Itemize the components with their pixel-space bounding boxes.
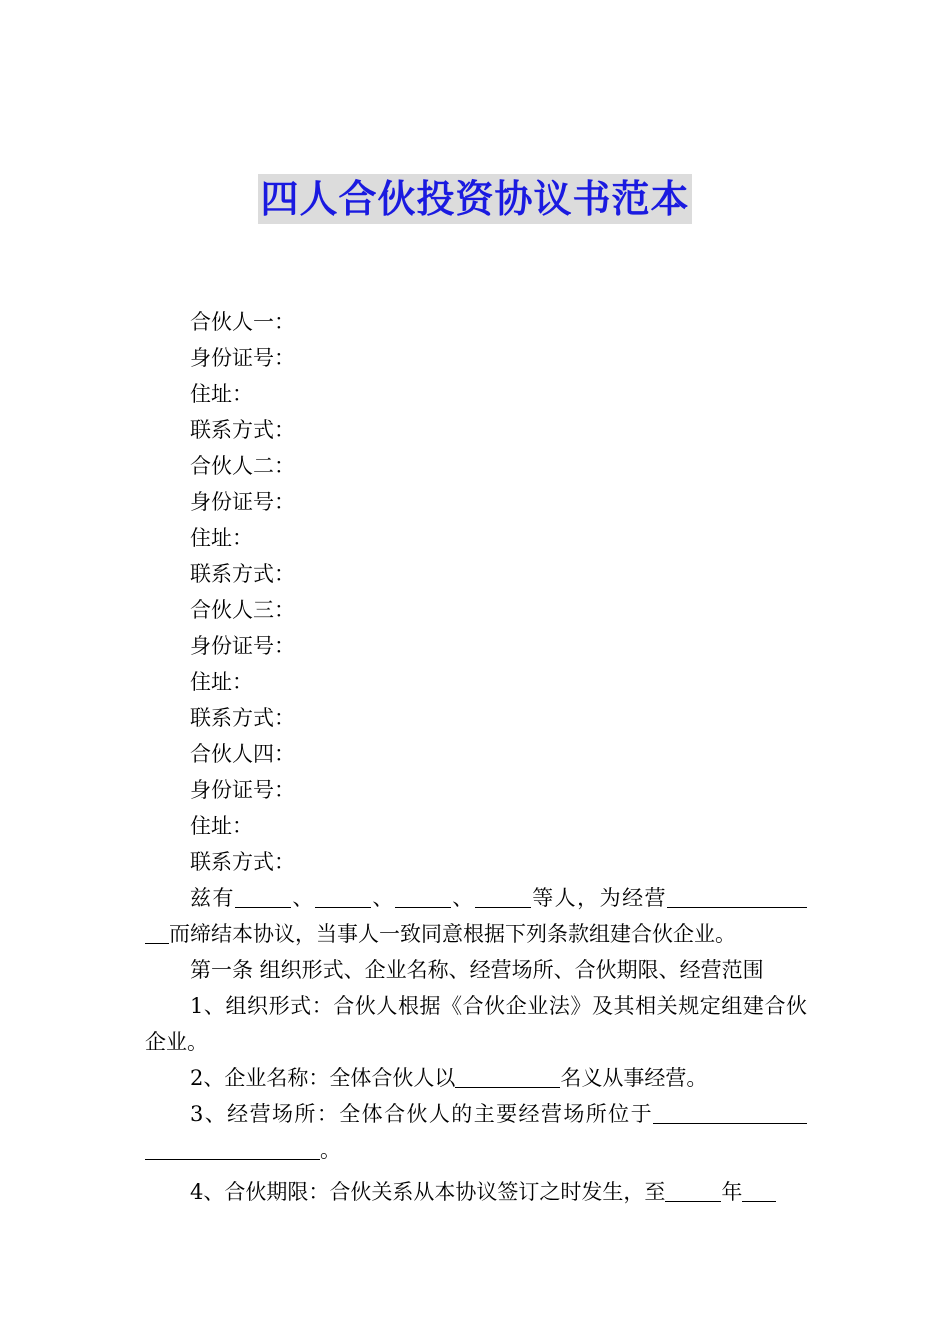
clause-3-before: 3、经营场所：全体合伙人的主要经营场所位于 — [190, 1102, 653, 1126]
clause-2-after: 名义从事经营。 — [560, 1066, 708, 1090]
intro-end: 而缔结本协议，当事人一致同意根据下列条款组建合伙企业。 — [169, 922, 736, 946]
clause-3-business-premises — [145, 1096, 807, 1168]
partner-4-name-label: 合伙人四： — [190, 742, 295, 766]
partner-3-id-label: 身份证号： — [190, 634, 295, 658]
intro-paragraph — [145, 880, 807, 952]
partner-blank-4[interactable] — [475, 884, 531, 907]
clause-1-organization-form: 1、组织形式：合伙人根据《合伙企业法》及其相关规定组建合伙企业。 — [145, 994, 807, 1054]
partner-3-contact-label: 联系方式： — [190, 706, 295, 730]
partner-4-contact-label: 联系方式： — [190, 850, 295, 874]
partner-blank-1[interactable] — [235, 884, 291, 907]
intro-separator-2: 、 — [370, 886, 395, 910]
document-body — [145, 304, 807, 1210]
business-blank-continued[interactable] — [145, 920, 169, 943]
document-title: 四人合伙投资协议书范本 — [258, 174, 691, 224]
partner-1-name-label: 合伙人一： — [190, 310, 295, 334]
partner-4-address-label: 住址： — [190, 814, 253, 838]
partner-1-address-label: 住址： — [190, 382, 253, 406]
clause-2-before: 2、企业名称：全体合伙人以 — [190, 1066, 456, 1090]
intro-start: 兹有 — [190, 886, 235, 910]
clause-4-partnership-term — [145, 1174, 807, 1210]
company-name-blank[interactable] — [455, 1064, 560, 1087]
title-container — [0, 174, 950, 224]
term-year-blank[interactable] — [665, 1178, 721, 1201]
article-one-heading: 第一条 组织形式、企业名称、经营场所、合伙期限、经营范围 — [190, 958, 764, 982]
partner-3-address-label: 住址： — [190, 670, 253, 694]
partner-1-id-label: 身份证号： — [190, 346, 295, 370]
premises-blank-continued[interactable] — [145, 1136, 320, 1159]
partner-1-contact-label: 联系方式： — [190, 418, 295, 442]
clause-2-company-name — [145, 1060, 807, 1096]
partner-2-id-label: 身份证号： — [190, 490, 295, 514]
partner-2-contact-label: 联系方式： — [190, 562, 295, 586]
partner-4-id-label: 身份证号： — [190, 778, 295, 802]
business-blank[interactable] — [667, 884, 807, 907]
intro-separator-1: 、 — [290, 886, 315, 910]
partner-blank-3[interactable] — [395, 884, 451, 907]
partner-2-address-label: 住址： — [190, 526, 253, 550]
partner-blank-2[interactable] — [315, 884, 371, 907]
intro-separator-3: 、 — [450, 886, 475, 910]
intro-mid: 等人，为经营 — [530, 886, 668, 910]
partner-3-name-label: 合伙人三： — [190, 598, 295, 622]
term-month-blank[interactable] — [742, 1178, 776, 1201]
premises-blank[interactable] — [653, 1100, 807, 1123]
partner-2-name-label: 合伙人二： — [190, 454, 295, 478]
clause-3-after: 。 — [320, 1138, 341, 1162]
clause-4-before: 4、合伙期限：合伙关系从本协议签订之时发生，至 — [190, 1180, 666, 1204]
clause-4-year: 年 — [721, 1180, 743, 1204]
